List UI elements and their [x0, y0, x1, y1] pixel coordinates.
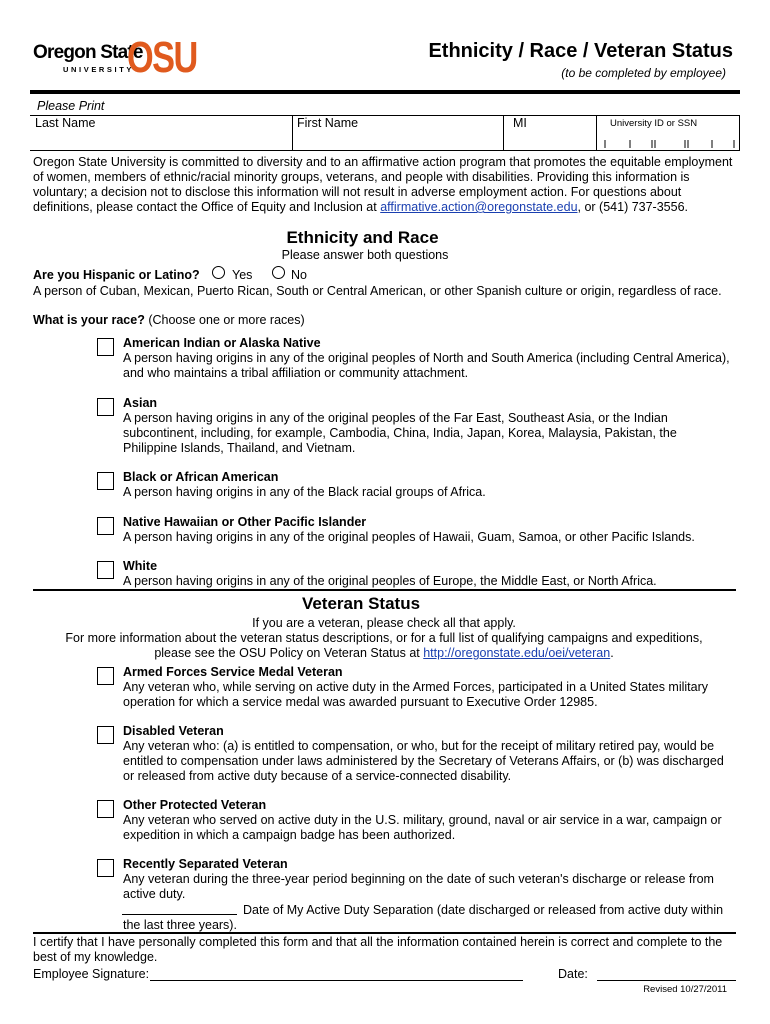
veteran-desc: Any veteran who served on active duty in the U.S. military, ground, naval or air service in a war, campaign or expedition in which a campaign badge has been authorized.	[123, 813, 722, 842]
veteran-intro-3	[0, 646, 768, 661]
ethnicity-subheading: Please answer both questions	[281, 248, 449, 262]
race-item-black	[123, 470, 733, 500]
veteran-item-armed-forces	[123, 665, 735, 710]
intro-text: Oregon State University is committed to diversity and to an affirmative action program that promotes the equitable employment of women, members of ethnic/racial minority groups, veterans, and people with disabilities. Providing this information is voluntary; a decision not to disclose this information will not result in adverse employment action. For questions about definitions, please contact the Office of Equity and Inclusion at	[33, 155, 733, 214]
race-desc: A person having origins in any of the original peoples of North and South America (including Central America), and who maintains a tribal affiliation or community attachment.	[123, 351, 730, 380]
race-title: Native Hawaiian or Other Pacific Islander	[123, 515, 367, 529]
section-rule	[33, 932, 736, 934]
race-desc: A person having origins in any of the original peoples of Europe, the Middle East, or North Africa.	[123, 574, 657, 588]
certification-text: I certify that I have personally completed this form and that all the information contained herein is correct and complete to the best of my knowledge.	[33, 935, 723, 964]
race-question-hint: (Choose one or more races)	[144, 313, 305, 327]
mi-field[interactable]	[504, 115, 596, 150]
first-name-label: First Name	[297, 116, 359, 130]
ethnicity-heading: Ethnicity and Race	[286, 228, 439, 247]
race-item-pacific-islander	[123, 515, 733, 545]
veteran-intro-1: If you are a veteran, please check all that apply.	[252, 616, 516, 630]
veteran-title: Armed Forces Service Medal Veteran	[123, 665, 343, 679]
logo-university: UNIVERSITY	[63, 65, 135, 74]
logo-name: Oregon State	[33, 42, 143, 63]
date-label: Date:	[558, 967, 588, 981]
last-name-field[interactable]	[30, 115, 292, 150]
veteran-item-recently-separated	[123, 857, 728, 902]
race-checkbox-black[interactable]	[97, 472, 114, 490]
veteran-checkbox-other-protected[interactable]	[97, 800, 114, 818]
hispanic-no-label: No	[291, 268, 307, 282]
logo-mark: OSU	[127, 33, 197, 82]
osu-logo	[33, 33, 197, 86]
separation-date-line[interactable]	[122, 914, 237, 915]
signature-label: Employee Signature:	[33, 967, 150, 981]
race-item-asian	[123, 396, 733, 456]
mi-label: MI	[513, 116, 527, 130]
page-title: Ethnicity / Race / Veteran Status	[428, 40, 733, 62]
id-label: University ID or SSN	[610, 118, 698, 129]
veteran-policy-link[interactable]: http://oregonstate.edu/oei/veteran	[423, 646, 611, 660]
race-checkbox-american-indian[interactable]	[97, 338, 114, 356]
hispanic-yes-radio[interactable]	[212, 266, 225, 279]
intro-phone: , or (541) 737-3556.	[577, 200, 689, 214]
date-line[interactable]	[597, 980, 736, 981]
race-title: Asian	[123, 396, 158, 410]
race-question-label: What is your race?	[33, 313, 145, 327]
hispanic-no-radio[interactable]	[272, 266, 285, 279]
veteran-checkbox-armed-forces[interactable]	[97, 667, 114, 685]
header-rule	[30, 90, 740, 94]
hispanic-yes-label: Yes	[232, 268, 253, 282]
veteran-intro-2: For more information about the veteran status descriptions, or for a full list of qualifying campaigns and expeditions,	[65, 631, 703, 645]
race-checkbox-white[interactable]	[97, 561, 114, 579]
hispanic-question: Are you Hispanic or Latino?	[33, 268, 200, 282]
veteran-checkbox-recently-separated[interactable]	[97, 859, 114, 877]
race-checkbox-asian[interactable]	[97, 398, 114, 416]
separation-date-label-end: the last three years).	[123, 918, 237, 932]
veteran-desc: Any veteran who, while serving on active duty in the Armed Forces, participated in a United States military operation for which a service medal was awarded pursuant to Executive Order 12985.	[123, 680, 709, 709]
veteran-intro-3-text: please see the OSU Policy on Veteran Status at	[154, 646, 424, 660]
email-link[interactable]: affirmative.action@oregonstate.edu	[380, 200, 578, 214]
race-title: White	[123, 559, 158, 573]
please-print: Please Print	[37, 99, 105, 113]
race-desc: A person having origins in any of the original peoples of the Far East, Southeast Asia, or the Indian subcontinent, including, for example, Cambodia, China, India, Japan, Korea, Malaysia, Pakistan, the Philippine Islands, Thailand, and Vietnam.	[123, 411, 677, 455]
id-digit-ticks	[597, 138, 740, 150]
signature-line[interactable]	[150, 980, 523, 981]
revised-date: Revised 10/27/2011	[643, 984, 727, 995]
race-checkbox-pacific-islander[interactable]	[97, 517, 114, 535]
veteran-desc: Any veteran who: (a) is entitled to compensation, or who, but for the receipt of military retired pay, would be entitled to compensation under laws administered by the Secretary of Veterans Affairs, or (b) was discharged or released from active duty because of a service-connected disability.	[123, 739, 724, 783]
veteran-title: Other Protected Veteran	[123, 798, 267, 812]
race-desc: A person having origins in any of the original peoples of Hawaii, Guam, Samoa, or other Pacific Islands.	[123, 530, 695, 544]
page-subtitle: (to be completed by employee)	[561, 66, 726, 80]
hispanic-definition: A person of Cuban, Mexican, Puerto Rican, South or Central American, or other Spanish culture or origin, regardless of race.	[33, 284, 722, 298]
last-name-label: Last Name	[35, 116, 96, 130]
race-question	[33, 313, 305, 328]
race-item-american-indian	[123, 336, 733, 381]
race-desc: A person having origins in any of the Black racial groups of Africa.	[123, 485, 486, 499]
intro-paragraph	[33, 155, 739, 215]
section-rule	[33, 589, 736, 591]
name-bottom-rule	[30, 150, 740, 151]
veteran-title: Recently Separated Veteran	[123, 857, 288, 871]
veteran-item-disabled	[123, 724, 735, 784]
veteran-intro-3-end: .	[610, 646, 614, 660]
veteran-item-other-protected	[123, 798, 735, 843]
veteran-desc: Any veteran during the three-year period beginning on the date of such veteran's discharge or release from active duty.	[123, 872, 714, 901]
separation-date-label: Date of My Active Duty Separation (date discharged or released from active duty within	[243, 903, 724, 917]
veteran-title: Disabled Veteran	[123, 724, 224, 738]
race-title: American Indian or Alaska Native	[123, 336, 321, 350]
veteran-heading: Veteran Status	[301, 594, 421, 613]
race-title: Black or African American	[123, 470, 279, 484]
race-item-white	[123, 559, 733, 589]
first-name-field[interactable]	[293, 115, 503, 150]
veteran-checkbox-disabled[interactable]	[97, 726, 114, 744]
